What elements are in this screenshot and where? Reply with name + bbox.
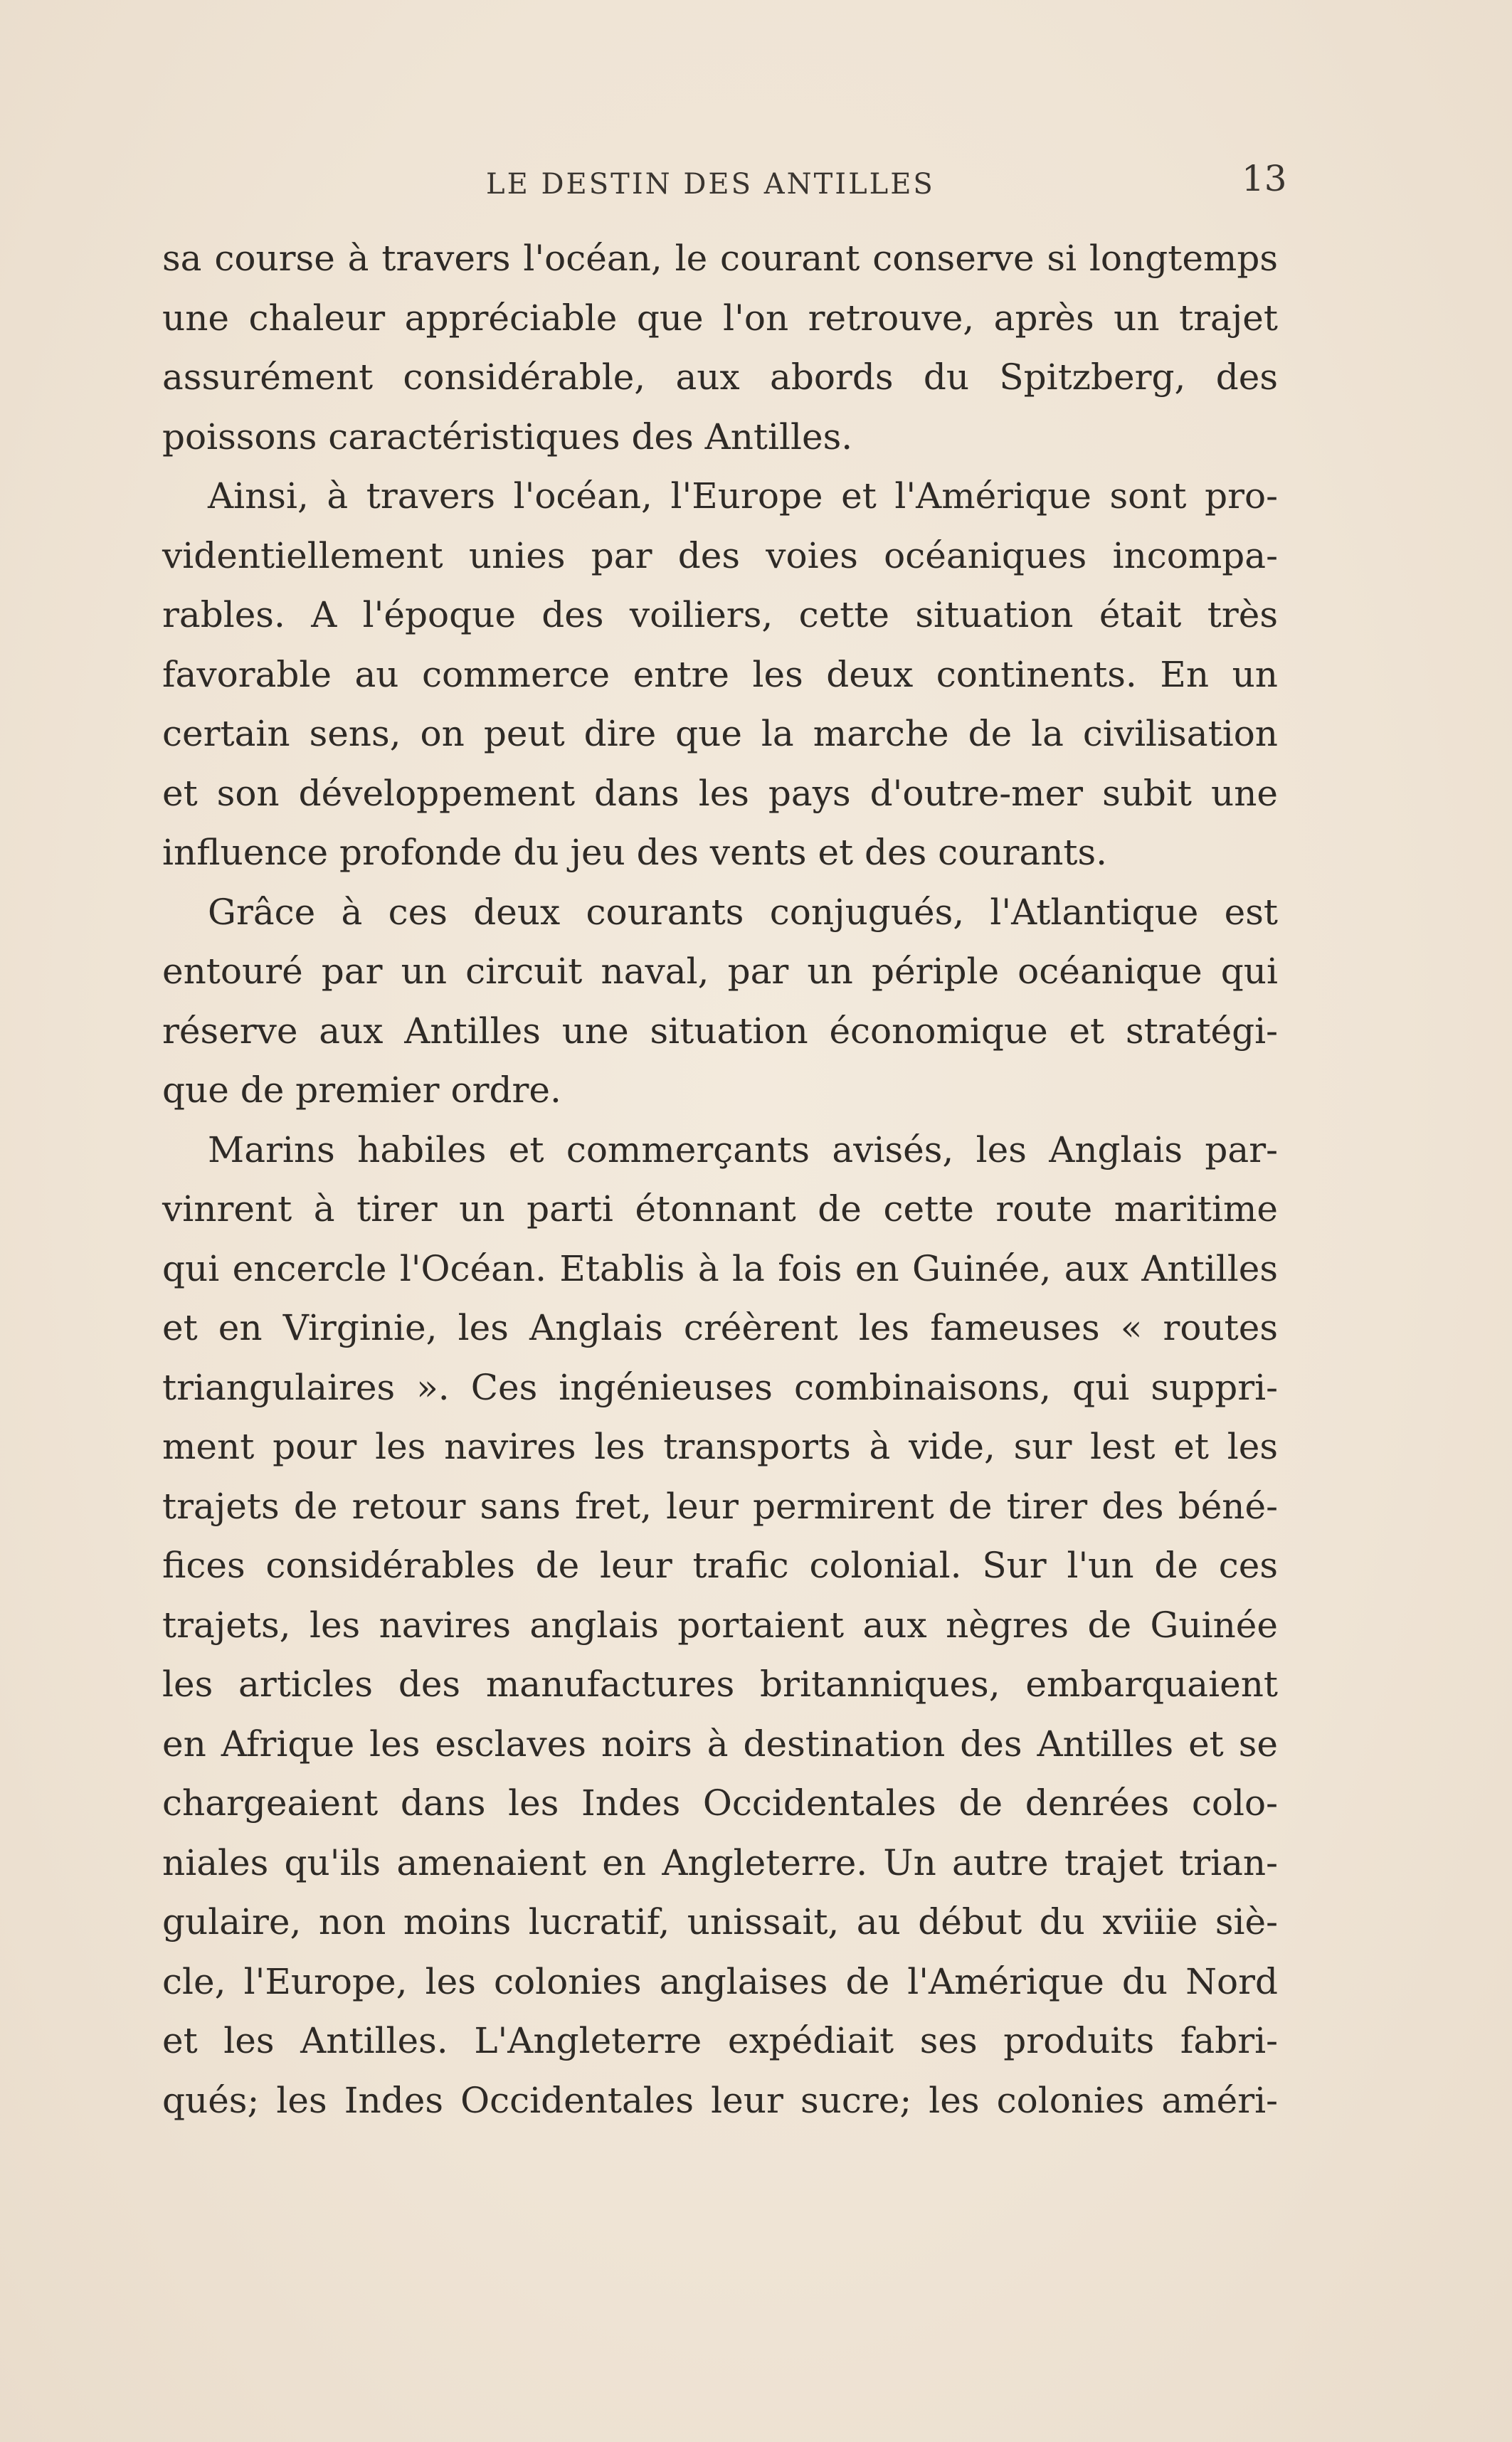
text-line: et en Virginie, les Anglais créèrent les fameuses « routes <box>162 1307 1278 1348</box>
page-number: 13 <box>1242 158 1287 199</box>
running-title: LE DESTIN DES ANTILLES <box>486 168 935 201</box>
text-line: assurément considérable, aux abords du Spitzberg, des <box>162 356 1278 398</box>
text-line: les articles des manufactures britanniques, embarquaient <box>162 1664 1278 1705</box>
text-line: et les Antilles. L'Angleterre expédiait ses produits fabri- <box>162 2020 1278 2061</box>
text-line: et son développement dans les pays d'outre-mer subit une <box>162 772 1278 814</box>
text-line: fices considérables de leur trafic colonial. Sur l'un de ces <box>162 1545 1278 1586</box>
text-line: réserve aux Antilles une situation économique et stratégi- <box>162 1010 1278 1052</box>
text-line: rables. A l'époque des voiliers, cette situation était très <box>162 594 1278 635</box>
text-line: Ainsi, à travers l'océan, l'Europe et l'Amérique sont pro- <box>208 475 1278 517</box>
text-line: trajets, les navires anglais portaient aux nègres de Guinée <box>162 1604 1278 1646</box>
text-line: en Afrique les esclaves noirs à destination des Antilles et se <box>162 1723 1278 1765</box>
text-line: cle, l'Europe, les colonies anglaises de l'Amérique du Nord <box>162 1960 1278 2002</box>
text-line: qués; les Indes Occidentales leur sucre; les colonies améri- <box>162 2079 1278 2121</box>
text-line: qui encercle l'Océan. Etablis à la fois en Guinée, aux Antilles <box>162 1247 1278 1289</box>
text-line: videntiellement unies par des voies océaniques incompa- <box>162 534 1278 576</box>
text-line: trajets de retour sans fret, leur permirent de tirer des béné- <box>162 1485 1278 1527</box>
text-line: que de premier ordre. <box>162 1069 561 1111</box>
text-line: entouré par un circuit naval, par un périple océanique qui <box>162 951 1278 992</box>
body-text <box>162 229 1278 2130</box>
text-line: gulaire, non moins lucratif, unissait, au début du xviiie siè- <box>162 1901 1278 1942</box>
running-head <box>0 158 1512 208</box>
text-line: certain sens, on peut dire que la marche de la civilisation <box>162 713 1278 754</box>
text-line: chargeaient dans les Indes Occidentales de denrées colo- <box>162 1782 1278 1824</box>
text-line: vinrent à tirer un parti étonnant de cette route maritime <box>162 1188 1278 1230</box>
text-line: une chaleur appréciable que l'on retrouve, après un trajet <box>162 297 1278 339</box>
text-line: ment pour les navires les transports à vide, sur lest et les <box>162 1426 1278 1467</box>
text-line: favorable au commerce entre les deux continents. En un <box>162 653 1278 695</box>
text-line: influence profonde du jeu des vents et des courants. <box>162 832 1108 873</box>
text-line: Marins habiles et commerçants avisés, les Anglais par- <box>208 1128 1278 1170</box>
text-line: sa course à travers l'océan, le courant conserve si longtemps <box>162 238 1278 279</box>
text-line: niales qu'ils amenaient en Angleterre. Un autre trajet trian- <box>162 1841 1278 1883</box>
text-line: poissons caractéristiques des Antilles. <box>162 416 853 458</box>
text-line: Grâce à ces deux courants conjugués, l'Atlantique est <box>208 891 1278 933</box>
text-line: triangulaires ». Ces ingénieuses combinaisons, qui suppri- <box>162 1366 1278 1408</box>
